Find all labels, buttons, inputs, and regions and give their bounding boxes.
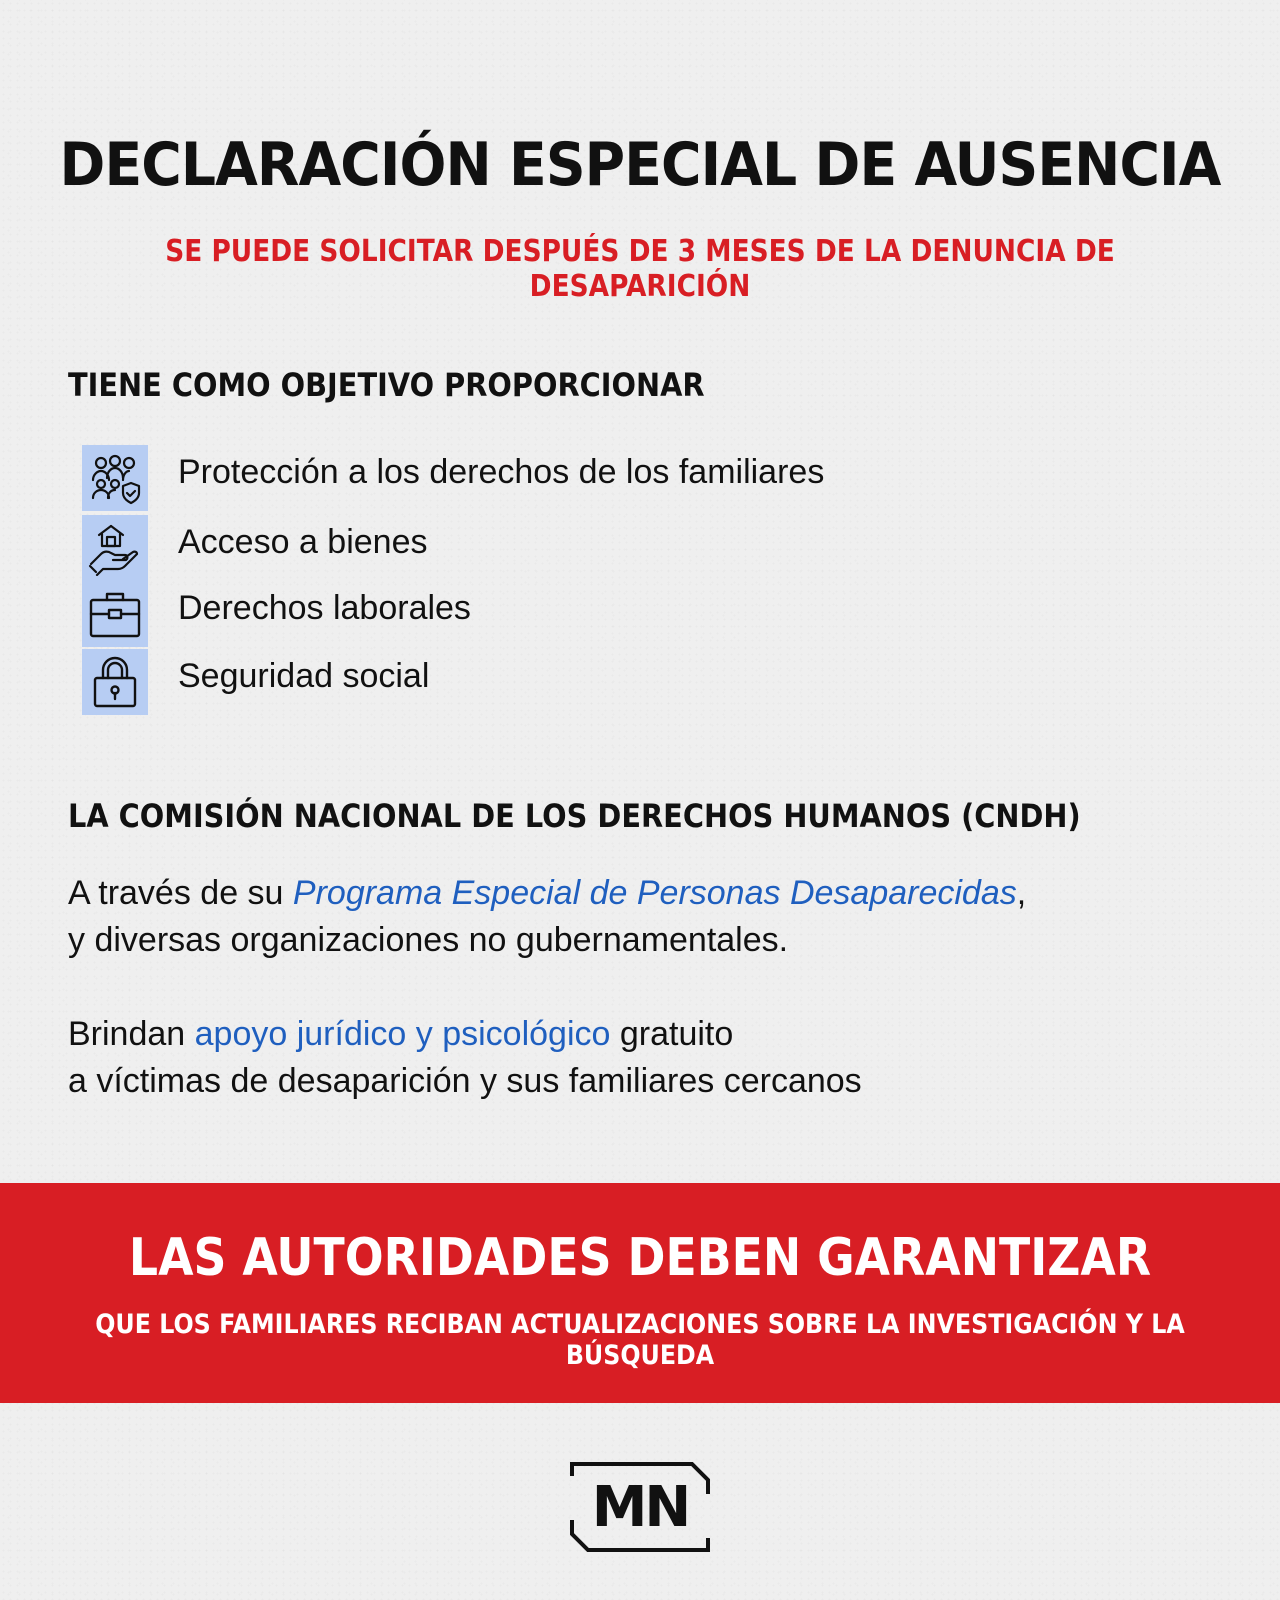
support-highlight: apoyo jurídico y psicológico bbox=[194, 1015, 611, 1053]
family-shield-icon bbox=[82, 445, 148, 511]
padlock-icon bbox=[82, 649, 148, 715]
objective-item-assets bbox=[82, 515, 982, 581]
briefcase-icon bbox=[82, 581, 148, 647]
cndh-paragraph-program bbox=[68, 870, 1026, 964]
banner-subtitle: QUE LOS FAMILIARES RECIBAN ACTUALIZACIONES SOBRE LA INVESTIGACIÓN Y LA BÚSQUEDA bbox=[95, 1309, 1185, 1371]
cndh-p1-comma: , bbox=[1016, 874, 1027, 912]
program-link: Programa Especial de Personas Desaparecidas bbox=[292, 874, 1017, 912]
objective-item-social-security bbox=[82, 649, 982, 715]
hand-house-icon bbox=[82, 515, 148, 581]
objective-item-labor-rights bbox=[82, 581, 982, 647]
objective-label: Acceso a bienes bbox=[178, 523, 428, 561]
objective-item-family-rights bbox=[82, 445, 982, 511]
cndh-p2-intro: Brindan bbox=[68, 1015, 195, 1053]
authorities-banner bbox=[0, 1183, 1280, 1403]
cndh-p2-tail: gratuito bbox=[610, 1015, 734, 1053]
page-subtitle: SE PUEDE SOLICITAR DESPUÉS DE 3 MESES DE LA DENUNCIA DE DESAPARICIÓN bbox=[165, 234, 1115, 304]
cndh-heading: LA COMISIÓN NACIONAL DE LOS DERECHOS HUMANOS (CNDH) bbox=[68, 797, 1081, 835]
objective-label: Seguridad social bbox=[178, 657, 430, 695]
cndh-p2-line2: a víctimas de desaparición y sus familiares cercanos bbox=[68, 1062, 862, 1100]
objective-label: Derechos laborales bbox=[178, 589, 471, 627]
cndh-p1-intro: A través de su bbox=[68, 874, 293, 912]
page-title: DECLARACIÓN ESPECIAL DE AUSENCIA bbox=[59, 130, 1221, 200]
banner-title: LAS AUTORIDADES DEBEN GARANTIZAR bbox=[128, 1228, 1152, 1288]
logo-text: MN bbox=[591, 1475, 689, 1540]
mn-logo bbox=[570, 1462, 710, 1552]
cndh-paragraph-support bbox=[68, 1011, 862, 1105]
cndh-p1-line2: y diversas organizaciones no gubernamentales. bbox=[68, 921, 789, 959]
objectives-heading: TIENE COMO OBJETIVO PROPORCIONAR bbox=[68, 366, 705, 404]
objective-label: Protección a los derechos de los familiares bbox=[178, 453, 825, 491]
